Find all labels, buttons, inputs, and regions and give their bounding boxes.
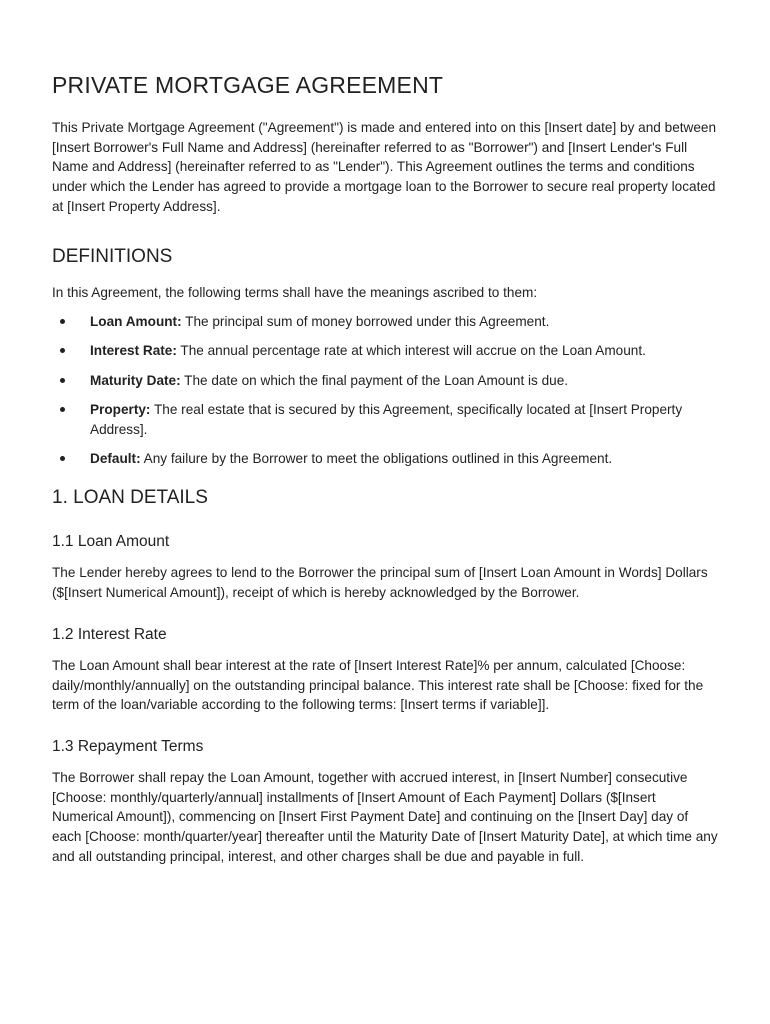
- definition-item: [52, 400, 718, 439]
- document-title: PRIVATE MORTGAGE AGREEMENT: [52, 72, 444, 98]
- definition-text: The real estate that is secured by this Agreement, specifically located at [Insert Property Address].: [90, 401, 683, 437]
- definition-item: [52, 341, 718, 361]
- definition-text: The principal sum of money borrowed under this Agreement.: [181, 314, 550, 330]
- subsection-1-2-body: The Loan Amount shall bear interest at the rate of [Insert Interest Rate]% per annum, calculated [Choose: daily/monthly/annually] on the outstanding principal balance. This interest rate shall be [Choose: fixed for the term of the loan/variable according to the following terms: [Insert terms if variable]].: [52, 657, 704, 713]
- definitions-list: [52, 312, 718, 468]
- bullet-icon: [60, 319, 65, 324]
- bullet-icon: [60, 456, 65, 461]
- definition-item: [52, 371, 718, 391]
- definition-term: Property:: [90, 401, 151, 417]
- definitions-heading: DEFINITIONS: [52, 245, 173, 267]
- intro-paragraph: This Private Mortgage Agreement ("Agreement") is made and entered into on this [Insert date] by and between [Insert Borrower's Full Name and Address] (hereinafter referred to as "Borrower") and [Insert Lender's Full Name and Address] (hereinafter referred to as "Lender"). This Agreement outlines the terms and conditions under which the Lender has agreed to provide a mortgage loan to the Borrower to secure real property located at [Insert Property Address].: [52, 120, 717, 214]
- definition-text: The date on which the final payment of the Loan Amount is due.: [180, 372, 569, 388]
- definition-item: [52, 312, 718, 332]
- bullet-icon: [60, 378, 65, 383]
- subsection-1-1-body: The Lender hereby agrees to lend to the Borrower the principal sum of [Insert Loan Amount in Words] Dollars ($[Insert Numerical Amount]), receipt of which is hereby acknowledged by the Borrower.: [52, 565, 708, 601]
- definitions-intro: In this Agreement, the following terms shall have the meanings ascribed to them:: [52, 284, 538, 300]
- definition-text: The annual percentage rate at which interest will accrue on the Loan Amount.: [176, 343, 646, 359]
- subsection-1-3-heading: 1.3 Repayment Terms: [52, 737, 204, 755]
- subsection-1-1-heading: 1.1 Loan Amount: [52, 533, 170, 551]
- subsection-1-2-heading: 1.2 Interest Rate: [52, 625, 167, 643]
- definition-term: Maturity Date:: [90, 372, 181, 388]
- definition-term: Interest Rate:: [90, 343, 177, 359]
- definition-item: [52, 449, 718, 469]
- section-1-heading: 1. LOAN DETAILS: [52, 487, 208, 509]
- definition-term: Default:: [90, 450, 141, 466]
- bullet-icon: [60, 407, 65, 412]
- definition-text: Any failure by the Borrower to meet the obligations outlined in this Agreement.: [140, 450, 613, 466]
- subsection-1-3-body: The Borrower shall repay the Loan Amount, together with accrued interest, in [Insert Number] consecutive [Choose: monthly/quarterly/annual] installments of [Insert Amount of Each Payment] Dollars ($[Insert Numerical Amount]), commencing on [Insert First Payment Date] and continuing on the [Insert Day] day of each [Choose: month/quarter/year] thereafter until the Maturity Date of [Insert Maturity Date], at which time any and all outstanding principal, interest, and other charges shall be due and payable in full.: [52, 769, 718, 864]
- bullet-icon: [60, 348, 65, 353]
- definition-term: Loan Amount:: [90, 314, 182, 330]
